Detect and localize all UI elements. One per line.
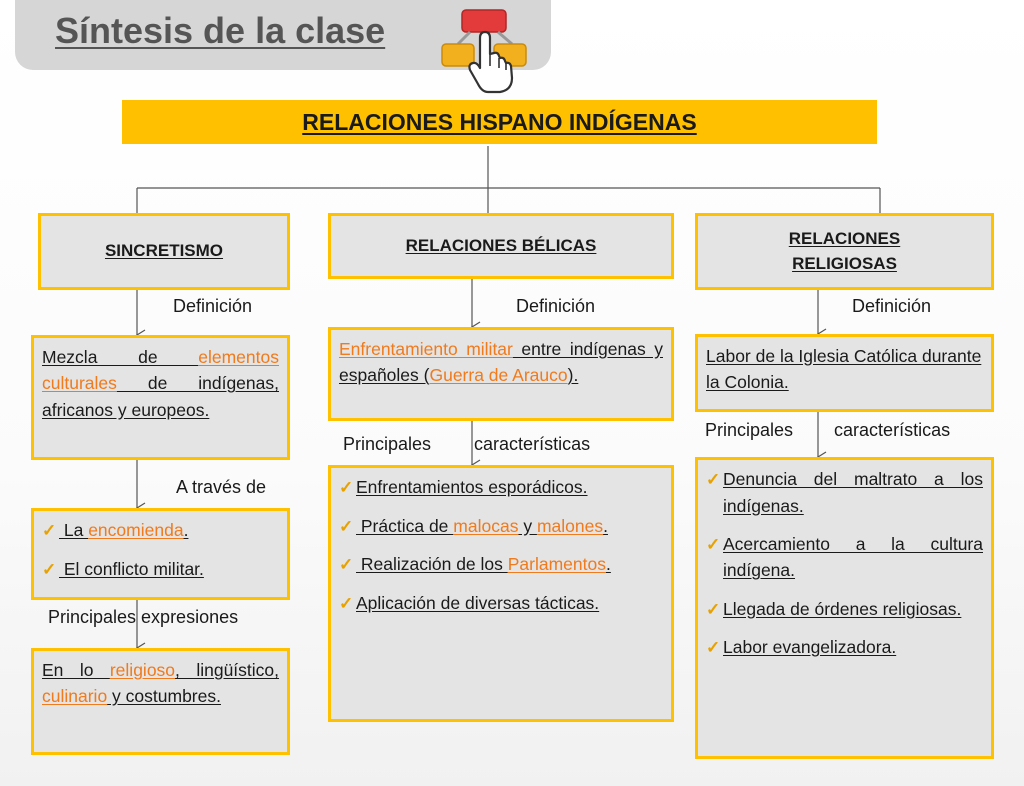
rel-char-2: Acercamiento a la cultura indígena. (723, 533, 983, 581)
sincretismo-header: SINCRETISMO (104, 241, 224, 261)
bel-char-2-pre: Práctica de (356, 515, 454, 536)
hand-click-flowchart-icon (440, 8, 530, 94)
page-title: Síntesis de la clase (55, 10, 386, 51)
list-item (339, 513, 663, 540)
list-item (706, 634, 983, 661)
bel-char-3-pre: Realización de los (356, 554, 508, 574)
check-mark-icon: ✓ (706, 470, 721, 489)
sincretismo-definition-box (31, 335, 290, 460)
bel-link-malones[interactable]: malones (536, 515, 604, 536)
check-mark-icon: ✓ (339, 516, 354, 536)
check-mark-icon: ✓ (339, 555, 354, 574)
sincretismo-expressions-box (31, 648, 290, 755)
religiosas-definition-label: Definición (852, 296, 932, 316)
sinc-def-text-1: Mezcla de (42, 347, 199, 367)
sinc-def-link-elementos[interactable]: elementos culturales (42, 347, 279, 394)
list-item (706, 531, 983, 584)
rel-char-3: Llegada de órdenes religiosas. (723, 598, 962, 619)
sincretismo-header-box (38, 213, 290, 290)
sincretismo-definition-label: Definición (173, 296, 253, 316)
religiosas-characteristics-list (706, 466, 983, 661)
via-item-1-pre: La (59, 520, 89, 540)
bel-def-text-2: ). (567, 365, 579, 386)
sinc-def-text-2: de indígenas, africanos y europeos. (42, 373, 279, 420)
religiosas-characteristics-box (695, 457, 994, 759)
main-topic-banner (122, 100, 877, 144)
rel-char-label-text: Principales características (705, 420, 951, 440)
belicas-char-label-text: Principales características (343, 434, 591, 454)
rel-def-text: Labor de la Iglesia Católica durante la Colonia. (706, 346, 982, 393)
check-mark-icon: ✓ (42, 521, 57, 540)
via-item-1-post: . (183, 520, 189, 540)
expr-text-3: y costumbres. (107, 686, 221, 707)
belicas-characteristics-box (328, 465, 674, 722)
bel-char-1: Enfrentamientos esporádicos. (356, 477, 588, 497)
check-mark-icon: ✓ (339, 478, 354, 497)
bel-def-link-arauco[interactable]: Guerra de Arauco (429, 365, 568, 386)
belicas-header: RELACIONES BÉLICAS (405, 235, 597, 255)
check-mark-icon: ✓ (706, 599, 721, 619)
expr-text-2: , lingüístico, (175, 660, 280, 680)
sincretismo-via-box (31, 508, 290, 600)
sincretismo-via-list (42, 517, 279, 582)
religiosas-definition-box (695, 334, 994, 412)
rel-char-4: Labor evangelizadora. (723, 637, 897, 657)
belicas-definition-box (328, 327, 674, 421)
sincretismo-expressions-label: Principales expresiones (48, 607, 239, 627)
religiosas-characteristics-label (705, 420, 950, 441)
main-topic-title: RELACIONES HISPANO INDÍGENAS (302, 108, 697, 135)
religiosas-header: RELACIONES RELIGIOSAS (788, 228, 901, 273)
via-item-2: El conflicto militar. (59, 558, 204, 579)
bel-char-4: Aplicación de diversas tácticas. (356, 592, 600, 613)
bel-link-parlamentos[interactable]: Parlamentos (507, 554, 606, 574)
list-item (339, 590, 663, 617)
expr-text-1: En lo (42, 660, 110, 680)
bel-char-2-mid: y (518, 515, 537, 536)
list-item (706, 596, 983, 623)
bel-def-link-enfrentamiento[interactable]: Enfrentamiento militar (339, 339, 513, 359)
belicas-definition-label: Definición (516, 296, 596, 316)
bel-link-malocas[interactable]: malocas (453, 515, 519, 536)
bel-char-3-post: . (606, 554, 611, 574)
list-item (706, 466, 983, 519)
expr-link-culinario[interactable]: culinario (42, 686, 108, 707)
sincretismo-via-label: A través de (176, 477, 267, 497)
check-mark-icon: ✓ (706, 638, 721, 657)
bel-def-text-1: entre indígenas y españoles ( (339, 339, 663, 386)
list-item (42, 517, 279, 544)
religiosas-header-box (695, 213, 994, 290)
check-mark-icon: ✓ (339, 593, 354, 613)
belicas-header-box (328, 213, 674, 279)
list-item (42, 556, 279, 583)
check-mark-icon: ✓ (706, 534, 721, 554)
via-link-encomienda[interactable]: encomienda (88, 520, 184, 540)
belicas-characteristics-label (343, 434, 648, 455)
belicas-characteristics-list (339, 474, 663, 616)
bel-char-2-post: . (603, 515, 608, 536)
expr-link-religioso[interactable]: religioso (109, 660, 176, 680)
check-mark-icon: ✓ (42, 559, 57, 579)
rel-char-1: Denuncia del maltrato a los indígenas. (723, 469, 983, 516)
list-item (339, 551, 663, 578)
list-item (339, 474, 663, 501)
